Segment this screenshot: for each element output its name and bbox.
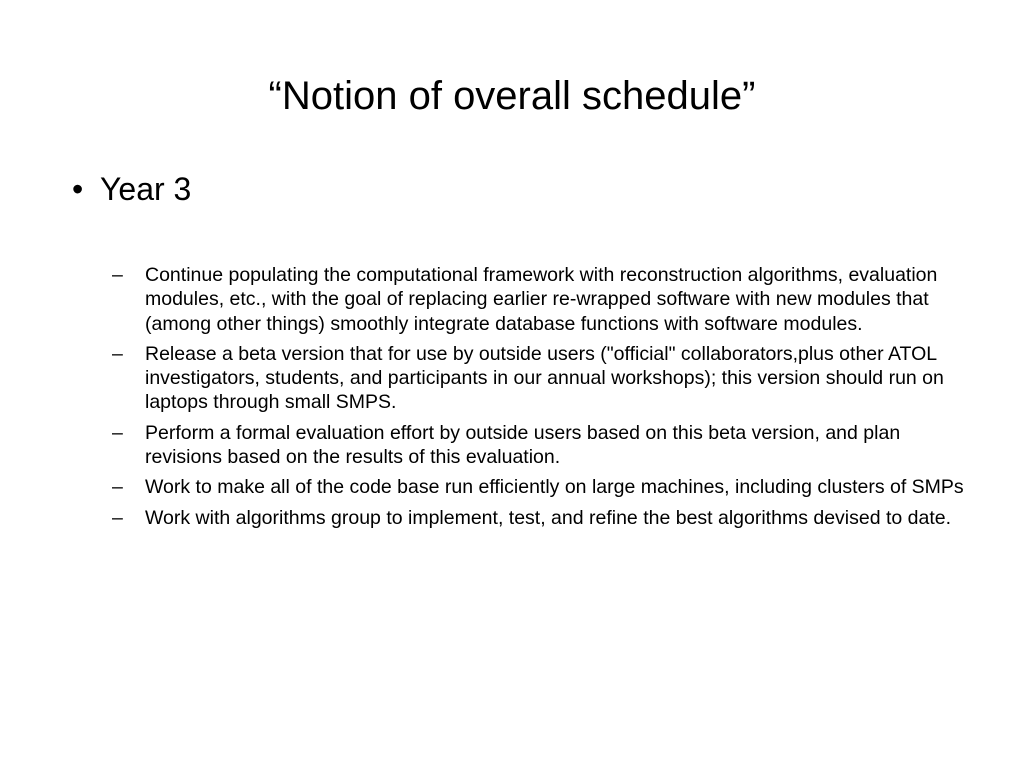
sub-bullet-item	[112, 263, 972, 336]
sub-bullet-marker: –	[112, 264, 123, 286]
sub-bullet-marker: –	[112, 421, 123, 444]
sub-bullet-text: Release a beta version that for use by outside users ("official" collaborators,plus other ATOL investigators, students, and participants in our annual workshops); this version should run on laptops through small SMPS.	[145, 342, 944, 414]
sub-bullet-item	[112, 421, 972, 470]
sub-bullet-marker: –	[112, 476, 123, 499]
sub-bullet-item	[112, 506, 972, 530]
bullet-year-3	[72, 167, 191, 211]
sub-bullet-item	[112, 475, 972, 499]
sub-bullet-list	[112, 263, 972, 536]
bullet-text: Year 3	[100, 171, 192, 207]
slide-title: “Notion of overall schedule”	[268, 74, 756, 118]
sub-bullet-marker: –	[112, 342, 123, 365]
sub-bullet-text: Perform a formal evaluation effort by outside users based on this beta version, and plan revisions based on the results of this evaluation.	[145, 421, 901, 469]
sub-bullet-text: Continue populating the computational framework with reconstruction algorithms, evaluation modules, etc., with the goal of replacing earlier re-wrapped software with new modules that (among other things) smoothly integrate database functions with software modules.	[145, 264, 938, 335]
sub-bullet-item	[112, 342, 972, 415]
bullet-marker: •	[72, 171, 84, 207]
sub-bullet-text: Work to make all of the code base run efficiently on large machines, including clusters of SMPs	[145, 476, 964, 499]
sub-bullet-marker: –	[112, 506, 123, 529]
sub-bullet-text: Work with algorithms group to implement, test, and refine the best algorithms devised to date.	[145, 506, 952, 529]
